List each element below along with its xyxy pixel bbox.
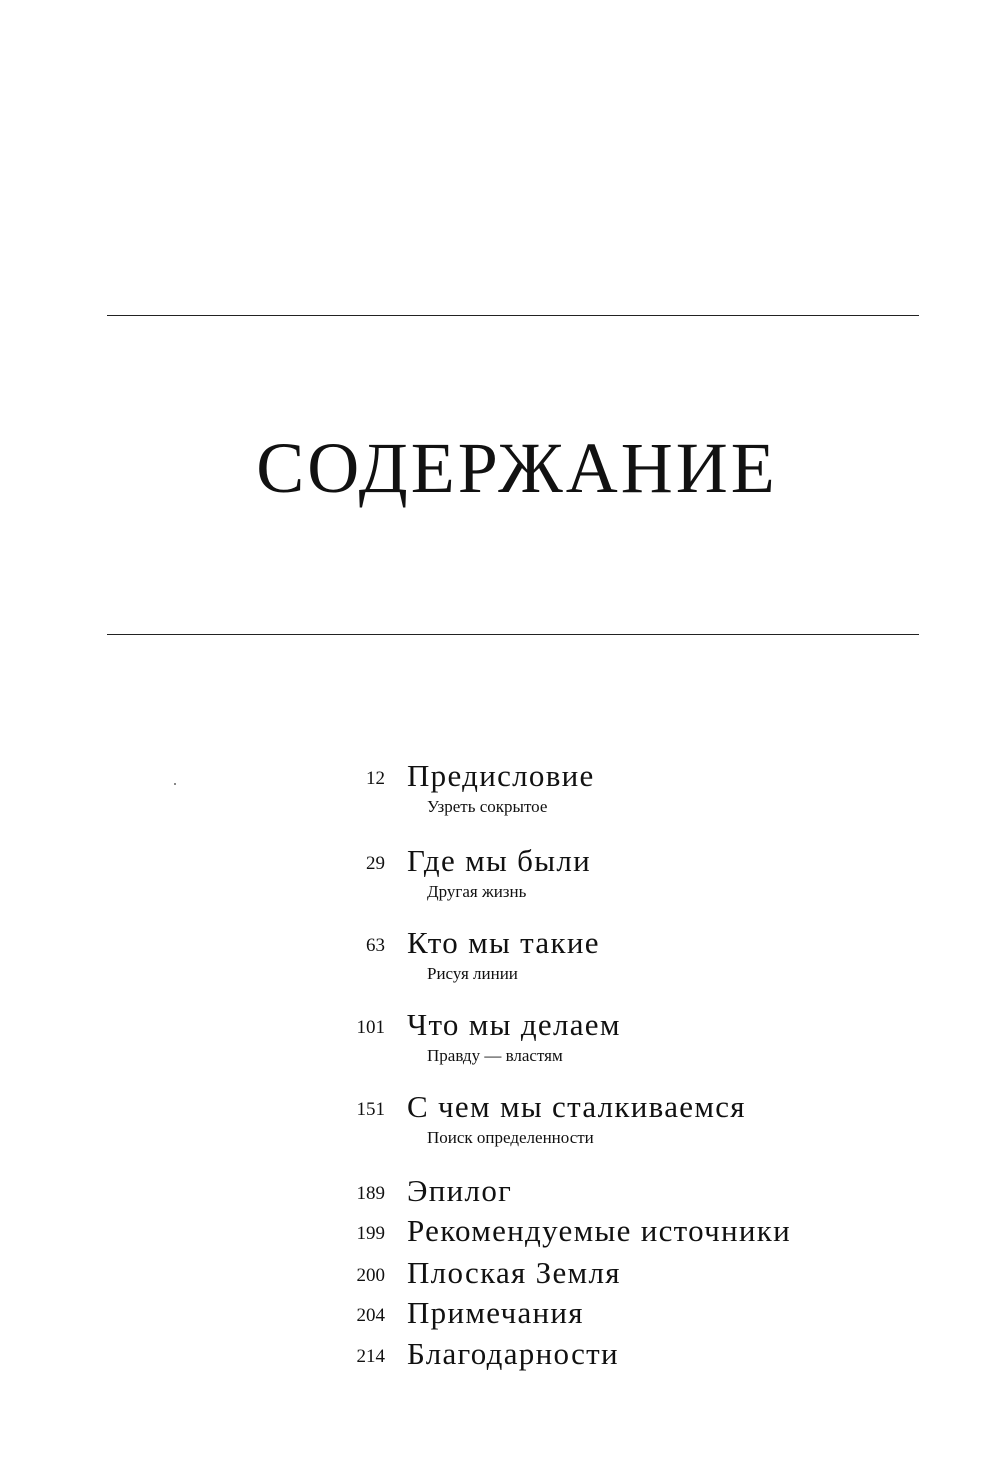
toc-page-number: 101 [356,1017,385,1038]
toc-chapter-subtitle: Правду — властям [427,1046,563,1065]
toc-page-number: 151 [356,1099,385,1120]
toc-chapter-subtitle: Узреть сокрытое [427,797,548,816]
toc-chapter-title: Где мы были [407,843,592,878]
top-rule [107,315,919,316]
toc-page-number: 12 [366,768,385,789]
toc-chapter-title: Плоская Земля [407,1255,621,1290]
toc-chapter-title: Благодарности [407,1336,619,1371]
toc-chapter-title: С чем мы сталкиваемся [407,1089,746,1124]
toc-chapter-title: Примечания [407,1295,584,1330]
toc-page-number: 200 [356,1265,385,1286]
toc-chapter-subtitle: Поиск определенности [427,1128,594,1147]
toc-chapter-title: Рекомендуемые источники [407,1213,792,1248]
toc-chapter-title: Эпилог [407,1173,513,1208]
print-speck [174,783,176,785]
toc-page-number: 63 [366,935,385,956]
toc-page-number: 199 [356,1223,385,1244]
page-title: СОДЕРЖАНИЕ [256,428,778,508]
toc-chapter-subtitle: Рисуя линии [427,964,518,983]
toc-page-number: 29 [366,853,385,874]
bottom-rule [107,634,919,635]
toc-chapter-title: Кто мы такие [407,925,600,960]
toc-page-number: 204 [356,1305,385,1326]
toc-page-number: 214 [356,1346,385,1367]
toc-page-number: 189 [356,1183,385,1204]
toc-chapter-title: Предисловие [407,758,595,793]
toc-chapter-subtitle: Другая жизнь [427,882,527,901]
toc-chapter-title: Что мы делаем [407,1007,621,1042]
